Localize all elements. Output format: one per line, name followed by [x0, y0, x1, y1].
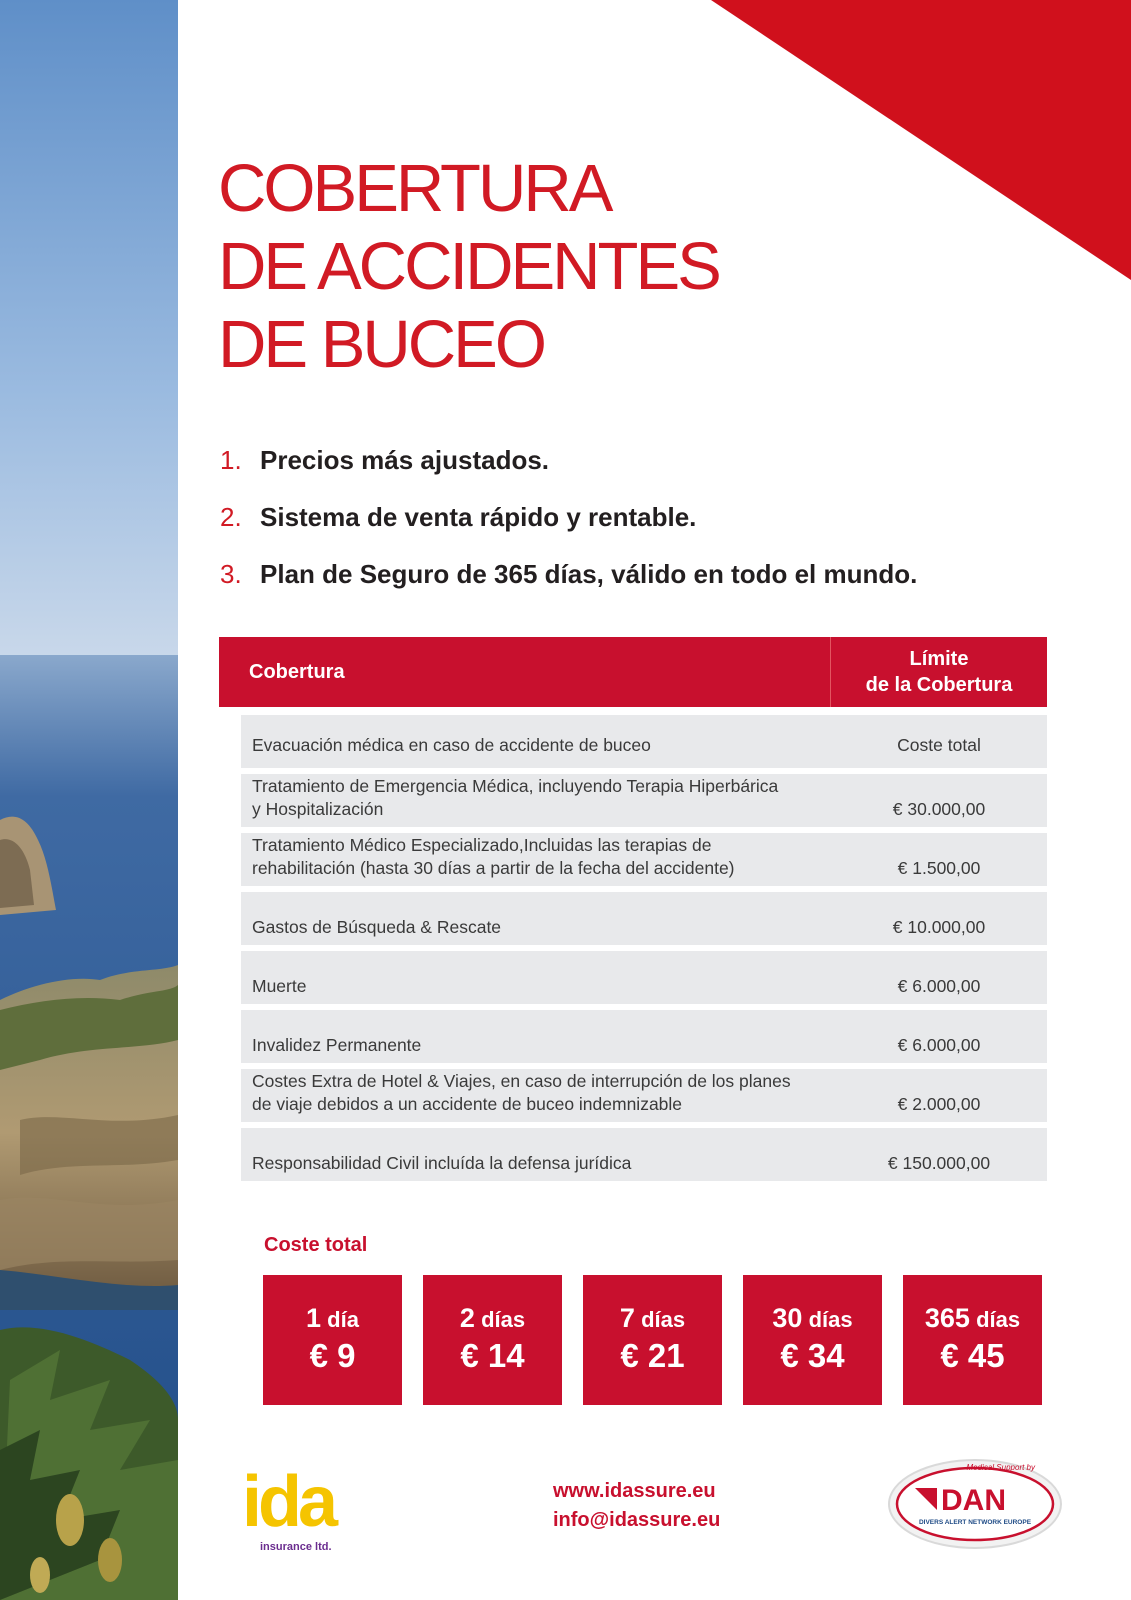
row-limit: € 6.000,00 — [897, 976, 981, 996]
row-description — [241, 951, 831, 1004]
row-desc-line-1: Gastos de Búsqueda & Rescate — [252, 917, 502, 937]
table-body — [241, 715, 1047, 1181]
ida-logo-text: ida — [242, 1462, 335, 1542]
table-row — [241, 774, 1047, 827]
table-row — [241, 833, 1047, 886]
row-desc-line-2: y Hospitalización — [252, 799, 384, 819]
contact-info — [553, 1477, 720, 1535]
coastal-photo-strip — [0, 0, 178, 1600]
page-title — [218, 150, 719, 384]
dan-logo-subtitle: DIVERS ALERT NETWORK EUROPE — [918, 1519, 1032, 1526]
row-description — [241, 1128, 831, 1181]
duration-unit: días — [481, 1307, 526, 1332]
feature-item — [220, 489, 917, 546]
feature-number: 1. — [220, 445, 242, 475]
dan-europe-logo — [885, 1452, 1065, 1552]
header-limit-line-2: de la Cobertura — [865, 674, 1013, 696]
title-line-2: DE ACCIDENTES — [218, 229, 719, 304]
red-corner-triangle — [711, 0, 1131, 280]
duration-number: 1 — [306, 1303, 322, 1333]
table-row — [241, 715, 1047, 768]
row-desc-line-2: rehabilitación (hasta 30 días a partir de la fecha del accidente) — [252, 858, 735, 878]
pricing-label: Coste total — [264, 1234, 368, 1256]
duration-number: 30 — [772, 1303, 803, 1333]
price-value: € 9 — [309, 1337, 356, 1374]
header-coverage: Cobertura — [219, 637, 831, 707]
price-value: € 45 — [940, 1337, 1005, 1374]
feature-number: 2. — [220, 502, 242, 532]
ida-logo-subtitle: insurance ltd. — [260, 1541, 332, 1553]
row-limit: € 1.500,00 — [897, 858, 981, 878]
header-limit — [831, 637, 1047, 707]
title-line-3: DE BUCEO — [218, 307, 544, 382]
row-limit: Coste total — [897, 735, 981, 755]
price-duration — [620, 1303, 685, 1335]
coverage-table — [219, 637, 1047, 1187]
price-box-7-days — [583, 1275, 722, 1405]
duration-number: 2 — [459, 1303, 475, 1333]
price-box-2-days — [423, 1275, 562, 1405]
price-value: € 14 — [460, 1337, 525, 1374]
row-limit: € 10.000,00 — [892, 917, 986, 937]
feature-text: Precios más ajustados. — [260, 445, 550, 475]
row-description — [241, 892, 831, 945]
row-description — [241, 715, 831, 768]
dan-logo-top-text: Medical Support by — [966, 1463, 1035, 1472]
row-desc-line-1: Muerte — [252, 976, 307, 996]
title-line-1: COBERTURA — [218, 151, 611, 226]
row-description — [241, 833, 831, 886]
price-duration — [306, 1303, 359, 1335]
price-value: € 21 — [620, 1337, 685, 1374]
row-limit: € 150.000,00 — [887, 1153, 991, 1173]
row-limit: € 2.000,00 — [897, 1094, 981, 1114]
price-value: € 34 — [780, 1337, 845, 1374]
features-list — [220, 432, 917, 603]
row-description — [241, 1069, 831, 1122]
row-limit: € 6.000,00 — [897, 1035, 981, 1055]
duration-unit: días — [976, 1307, 1021, 1332]
pricing-options — [263, 1275, 1042, 1405]
row-desc-line-1: Tratamiento de Emergencia Médica, incluyendo Terapia Hiperbárica — [252, 776, 779, 796]
ida-insurance-logo — [240, 1458, 370, 1558]
price-duration — [925, 1303, 1020, 1335]
feature-number: 3. — [220, 559, 242, 589]
price-box-1-day — [263, 1275, 402, 1405]
row-limit: € 30.000,00 — [892, 799, 986, 819]
email-link[interactable]: info@idassure.eu — [553, 1509, 721, 1531]
feature-text: Plan de Seguro de 365 días, válido en todo el mundo. — [260, 559, 918, 589]
feature-text: Sistema de venta rápido y rentable. — [260, 502, 697, 532]
header-limit-line-1: Límite — [909, 648, 969, 670]
duration-number: 365 — [924, 1303, 970, 1333]
feature-item — [220, 546, 917, 603]
row-desc-line-1: Invalidez Permanente — [252, 1035, 422, 1055]
row-desc-line-1: Evacuación médica en caso de accidente de buceo — [252, 735, 651, 755]
dan-logo-text: DAN — [941, 1484, 1006, 1517]
row-description — [241, 774, 831, 827]
row-desc-line-2: de viaje debidos a un accidente de buceo indemnizable — [252, 1094, 683, 1114]
table-row — [241, 951, 1047, 1004]
table-row — [241, 1010, 1047, 1063]
table-header — [219, 637, 1047, 707]
duration-unit: días — [641, 1307, 686, 1332]
website-link[interactable]: www.idassure.eu — [553, 1480, 716, 1502]
row-desc-line-1: Responsabilidad Civil incluída la defensa jurídica — [252, 1153, 632, 1173]
duration-number: 7 — [619, 1303, 635, 1333]
price-box-365-days — [903, 1275, 1042, 1405]
row-desc-line-1: Tratamiento Médico Especializado,Incluidas las terapias de — [252, 835, 712, 855]
price-box-30-days — [743, 1275, 882, 1405]
row-description — [241, 1010, 831, 1063]
price-duration — [460, 1303, 525, 1335]
table-row — [241, 892, 1047, 945]
duration-unit: día — [327, 1307, 359, 1332]
table-row — [241, 1128, 1047, 1181]
duration-unit: días — [808, 1307, 853, 1332]
table-row — [241, 1069, 1047, 1122]
feature-item — [220, 432, 917, 489]
price-duration — [772, 1303, 852, 1335]
row-desc-line-1: Costes Extra de Hotel & Viajes, en caso de interrupción de los planes — [252, 1071, 791, 1091]
